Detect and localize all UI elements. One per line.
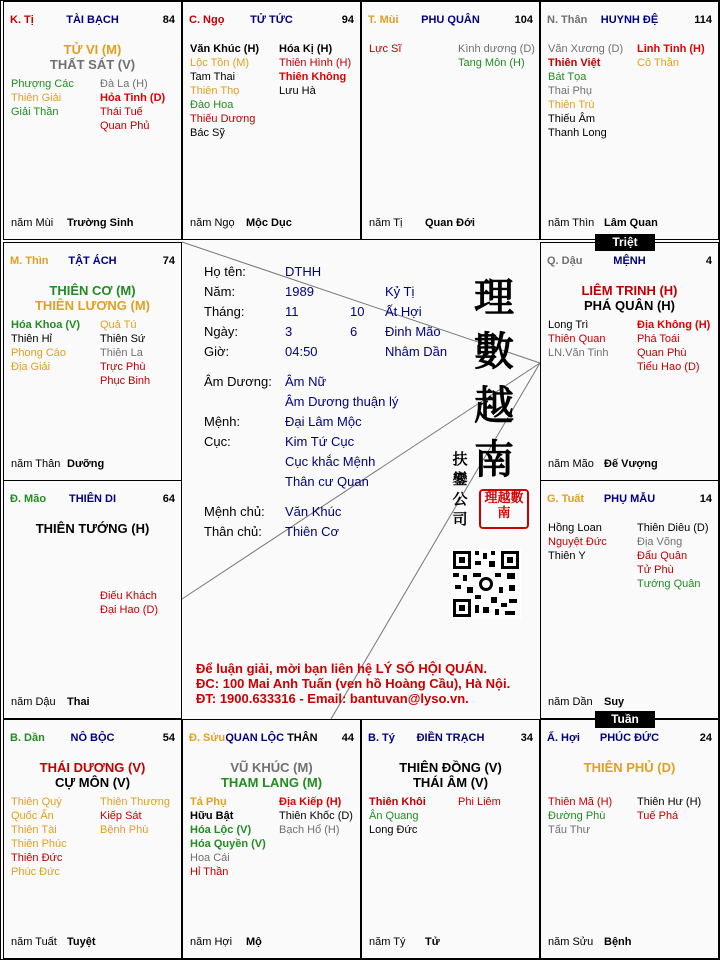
minor-star: Quan Phủ [100, 120, 150, 132]
palace-age-number: 24 [699, 732, 712, 744]
palace-position: K. Tị [10, 14, 34, 26]
palace-stage: Suy [604, 696, 625, 708]
minor-star: Thiên Hỉ [11, 333, 52, 345]
minor-star: Phượng Các [11, 78, 74, 90]
palace-stage: Mộ [246, 936, 262, 948]
major-star: LIÊM TRINH (H) [581, 283, 678, 298]
minor-stars-right [637, 795, 701, 823]
minor-star: Thiên Quý [11, 796, 62, 808]
minor-stars-right [279, 795, 353, 837]
palace-age-number: 74 [162, 255, 175, 267]
minor-star: Lộc Tồn (M) [190, 57, 250, 69]
palace-stage: Dưỡng [67, 458, 105, 470]
minor-star: Thiên Khôi [369, 796, 426, 808]
minor-star: Thiếu Dương [190, 113, 256, 125]
palace-position: B. Dần [10, 732, 45, 744]
minor-stars-left [369, 795, 426, 837]
minor-star: Bác Sỹ [190, 127, 225, 139]
minor-star: LN.Văn Tinh [548, 347, 609, 359]
minor-star: Thiên Việt [548, 57, 601, 69]
palace-year: năm Tị [369, 217, 403, 229]
minor-star: Thiên Hư (H) [637, 796, 702, 808]
palace-header [547, 255, 712, 269]
red-seal-stamp: 理越數南 [479, 489, 529, 529]
palace-name: PHỤ MẪU [603, 493, 656, 505]
minor-star: Đà La (H) [100, 78, 148, 90]
minor-stars-left [369, 42, 401, 56]
palace-header [547, 14, 712, 28]
logo-calligraphy: 理 數 越 南 [474, 274, 514, 483]
major-star: THIÊN PHỦ (D) [583, 760, 676, 775]
day-label: Ngày: [204, 324, 238, 339]
palace-stage: Quan Đới [425, 217, 475, 229]
minor-star: Địa Giải [11, 361, 51, 373]
year-value: 1989 [285, 284, 314, 299]
minor-star: Thiên Khốc (D) [279, 810, 353, 822]
major-stars [4, 283, 181, 313]
palace-position: C. Ngọ [189, 14, 225, 26]
palace-age-number: 14 [699, 493, 712, 505]
month-value: 11 [285, 304, 299, 319]
palace-cell[interactable] [3, 1, 182, 240]
palace-header [10, 732, 175, 746]
minor-star: Quả Tú [100, 319, 137, 331]
year-label: Năm: [204, 284, 236, 299]
palace-header [368, 732, 533, 746]
major-star: THIÊN CƠ (M) [49, 283, 136, 298]
palace-age-number: 44 [341, 732, 354, 744]
palace-age-number: 94 [341, 14, 354, 26]
palace-cell[interactable] [540, 1, 719, 240]
minor-stars-right [100, 589, 158, 617]
tuan-badge: Tuần [595, 711, 655, 728]
major-stars [541, 760, 718, 775]
minor-star: Phá Toái [637, 333, 680, 345]
palace-position: Q. Dậu [547, 255, 583, 267]
cuc-note-2: Thân cư Quan [285, 474, 369, 489]
minor-star: Tướng Quân [637, 578, 701, 590]
minor-stars-right [458, 42, 535, 70]
minor-star: Lưu Hà [279, 85, 316, 97]
palace-age-number: 54 [162, 732, 175, 744]
palace-year: năm Dậu [11, 696, 56, 708]
palace-footer [369, 217, 535, 230]
menh-label: Mệnh: [204, 414, 241, 429]
palace-cell[interactable] [3, 480, 182, 719]
cuc-value: Kim Tứ Cục [285, 434, 355, 449]
major-stars [541, 283, 718, 313]
palace-footer [190, 217, 356, 230]
palace-year: năm Thân [11, 458, 61, 470]
minor-star: Thiên Sứ [100, 333, 146, 345]
minor-stars-left [190, 42, 259, 140]
palace-name: HUYNH ĐỆ [600, 14, 659, 26]
palace-stage: Bệnh [604, 936, 632, 948]
logo-subtitle: 扶鑾公司 [452, 450, 468, 528]
minor-star: Tam Thai [190, 71, 236, 83]
day-can-chi: Đinh Mão [385, 324, 441, 339]
palace-name: NÔ BỘC [70, 732, 115, 744]
palace-age-number: 64 [162, 493, 175, 505]
minor-star: Hóa Lộc (V) [190, 824, 252, 836]
minor-star: Thiếu Âm [548, 113, 596, 125]
palace-name: TỬ TỨC [250, 14, 293, 26]
than-chu-label: Thân chủ: [204, 524, 262, 539]
year-can-chi: Kỷ Tị [385, 284, 415, 299]
palace-name: TẬT ÁCH [68, 255, 117, 267]
minor-star: Hóa Kị (H) [279, 43, 333, 55]
palace-year: năm Mùi [11, 217, 54, 229]
major-star: VŨ KHÚC (M) [230, 760, 313, 775]
minor-star: Tấu Thư [548, 824, 591, 836]
palace-year: năm Mão [548, 458, 594, 470]
major-stars [183, 760, 360, 790]
minor-stars-left [548, 42, 623, 140]
minor-star: Thiên Trù [548, 99, 595, 111]
minor-star: Địa Không (H) [637, 319, 711, 331]
contact-line-2: ĐC: 100 Mai Anh Tuấn (ven hồ Hoàng Cầu), Hà Nội. [196, 676, 511, 691]
palace-position: T. Mùi [368, 14, 399, 26]
major-star: THẤT SÁT (V) [49, 57, 136, 72]
minor-star: Quốc Ấn [11, 810, 54, 822]
month-can-chi: Ất Hợi [385, 304, 422, 319]
palace-footer [548, 458, 714, 471]
minor-star: Bạch Hổ (H) [279, 824, 340, 836]
minor-star: Thiên Giải [11, 92, 62, 104]
palace-stage: Lâm Quan [604, 217, 658, 229]
name-value: DTHH [285, 264, 322, 279]
minor-star: Thai Phụ [548, 85, 593, 97]
palace-age-number: 114 [694, 14, 712, 26]
minor-star: Tuế Phá [637, 810, 679, 822]
minor-star: Điếu Khách [100, 590, 157, 602]
palace-stage: Tuyệt [67, 936, 96, 948]
cuc-note-1: Cục khắc Mệnh [285, 454, 376, 469]
palace-cell[interactable] [3, 719, 182, 959]
contact-line-1: Để luận giải, mời bạn liên hệ LÝ SỐ HỘI QUÁN. [196, 661, 487, 676]
palace-position: G. Tuất [547, 493, 585, 505]
palace-header [368, 14, 533, 28]
palace-stage: Trường Sinh [67, 217, 134, 229]
minor-star: Cô Thần [637, 57, 679, 69]
minor-stars-right [637, 42, 705, 70]
minor-star: Đường Phù [548, 810, 606, 822]
hour-can-chi: Nhâm Dần [385, 344, 448, 359]
minor-star: Tang Môn (H) [458, 57, 525, 69]
minor-stars-left [548, 795, 612, 837]
palace-position: Đ. Sửu [189, 732, 226, 744]
minor-star: Thiên La [100, 347, 143, 359]
minor-star: Địa Võng [637, 536, 683, 548]
name-label: Họ tên: [204, 264, 246, 279]
palace-header [10, 14, 175, 28]
minor-star: Long Đức [369, 824, 418, 836]
major-star: THAM LANG (M) [220, 775, 323, 790]
minor-star: Thiên Mã (H) [548, 796, 613, 808]
palace-position: Đ. Mão [10, 493, 47, 505]
minor-star: Hóa Quyền (V) [190, 838, 266, 850]
palace-position: B. Tý [368, 732, 395, 744]
palace-name: TÀI BẠCH [66, 14, 119, 26]
major-stars [4, 760, 181, 790]
palace-footer [548, 936, 714, 949]
minor-star: Tử Phù [637, 564, 674, 576]
palace-cell[interactable] [182, 1, 361, 240]
palace-stage: Tử [425, 936, 440, 948]
palace-footer [11, 936, 177, 949]
palace-stage: Đế Vượng [604, 458, 658, 470]
minor-star: Long Trì [548, 319, 589, 331]
minor-star: Văn Xương (D) [548, 43, 624, 55]
am-duong-note: Âm Dương thuận lý [285, 394, 399, 409]
minor-star: Phục Binh [100, 375, 151, 387]
minor-star: Thiên Đức [11, 852, 63, 864]
major-star: PHÁ QUÂN (H) [584, 298, 675, 313]
palace-name: ĐIỀN TRẠCH [416, 732, 485, 744]
minor-stars-right [458, 795, 501, 809]
minor-star: Thái Tuế [100, 106, 143, 118]
palace-name: PHU QUÂN [421, 14, 480, 26]
minor-star: Hỏa Tinh (D) [100, 92, 166, 104]
minor-star: Thiên Diêu (D) [637, 522, 709, 534]
minor-star: Thiên Tài [11, 824, 57, 836]
minor-stars-right [637, 318, 710, 374]
minor-star: Địa Kiếp (H) [279, 796, 342, 808]
minor-stars-left [190, 795, 266, 879]
menh-chu-value: Văn Khúc [285, 504, 342, 519]
major-star: THIÊN ĐỒNG (V) [399, 760, 502, 775]
palace-footer [548, 696, 714, 709]
minor-stars-left [11, 318, 80, 374]
palace-cell[interactable] [540, 242, 719, 481]
minor-stars-left [11, 795, 67, 879]
menh-chu-label: Mệnh chủ: [204, 504, 265, 519]
palace-header [10, 493, 175, 507]
palace-year: năm Tuất [11, 936, 57, 948]
minor-star: Lực Sĩ [369, 43, 402, 55]
palace-header [189, 732, 354, 746]
cuc-label: Cục: [204, 434, 231, 449]
palace-footer [11, 696, 177, 709]
minor-star: Hữu Bật [190, 810, 234, 822]
minor-stars-left [11, 77, 74, 119]
minor-star: Linh Tinh (H) [637, 43, 705, 55]
minor-star: Thiên Quan [548, 333, 606, 345]
palace-name: PHÚC ĐỨC [599, 732, 660, 744]
palace-cell[interactable] [361, 719, 540, 959]
minor-stars-right [100, 77, 165, 133]
minor-star: Bát Tọa [548, 71, 587, 83]
palace-name: QUAN LỘC THÂN [225, 732, 318, 744]
palace-header [547, 493, 712, 507]
major-star: THÁI ÂM (V) [412, 775, 489, 790]
palace-cell[interactable] [182, 719, 361, 959]
minor-star: Đẩu Quân [637, 550, 688, 562]
palace-name: THIÊN DI [68, 493, 117, 505]
minor-star: Thiên Phúc [11, 838, 67, 850]
palace-year: năm Dần [548, 696, 593, 708]
minor-star: Thiên Thương [100, 796, 171, 808]
minor-stars-right [100, 318, 150, 388]
major-star: TỬ VI (M) [63, 42, 122, 57]
major-star: THIÊN TƯỚNG (H) [35, 521, 150, 536]
minor-stars-left [548, 318, 609, 360]
minor-star: Thanh Long [548, 127, 607, 139]
palace-header [547, 732, 712, 746]
palace-name: MỆNH [613, 255, 646, 267]
palace-header [10, 255, 175, 269]
minor-star: Thiên Y [548, 550, 586, 562]
month-lunar: 10 [350, 304, 365, 319]
palace-footer [548, 217, 714, 230]
minor-star: Ân Quang [369, 810, 419, 822]
palace-year: năm Sửu [548, 936, 594, 948]
triet-badge: Triệt [595, 234, 655, 251]
palace-year: năm Hợi [190, 936, 233, 948]
palace-footer [190, 936, 356, 949]
minor-stars-right [279, 42, 351, 98]
palace-position: M. Thìn [10, 255, 49, 267]
palace-year: năm Thìn [548, 217, 595, 229]
minor-star: Đào Hoa [190, 99, 234, 111]
minor-star: Kình dương (D) [458, 43, 535, 55]
palace-cell[interactable] [540, 719, 719, 959]
minor-star: Hoa Cái [190, 852, 230, 864]
month-label: Tháng: [204, 304, 245, 319]
hour-value: 04:50 [285, 344, 318, 359]
palace-cell[interactable] [540, 480, 719, 719]
am-duong-label: Âm Dương: [204, 374, 272, 389]
day-lunar: 6 [350, 324, 358, 339]
minor-star: Phi Liêm [458, 796, 501, 808]
minor-star: Tả Phụ [190, 796, 227, 808]
major-star: THIÊN LƯƠNG (M) [34, 298, 151, 313]
major-stars [4, 42, 181, 72]
minor-star: Kiếp Sát [100, 810, 142, 822]
minor-star: Hóa Khoa (V) [11, 319, 81, 331]
minor-star: Bệnh Phù [100, 824, 149, 836]
palace-year: năm Ngọ [190, 217, 235, 229]
palace-age-number: 34 [520, 732, 533, 744]
palace-cell[interactable] [361, 1, 540, 240]
palace-cell[interactable] [3, 242, 182, 481]
major-stars [4, 521, 181, 536]
minor-star: Thiên Thọ [190, 85, 240, 97]
minor-star: Hồng Loan [548, 522, 602, 534]
palace-than-mark: THÂN [287, 732, 318, 744]
minor-star: Văn Khúc (H) [190, 43, 260, 55]
hour-label: Giờ: [204, 344, 230, 359]
major-stars [362, 760, 539, 790]
major-star: THÁI DƯƠNG (V) [39, 760, 146, 775]
day-value: 3 [285, 324, 293, 339]
palace-position: Ấ. Hợi [547, 732, 580, 744]
palace-stage: Thai [67, 696, 90, 708]
menh-value: Đại Lâm Mộc [285, 414, 362, 429]
minor-star: Hỉ Thần [190, 866, 229, 878]
minor-stars-right [637, 521, 709, 591]
palace-header [189, 14, 354, 28]
palace-age-number: 84 [162, 14, 175, 26]
than-chu-value: Thiên Cơ [285, 524, 340, 539]
palace-footer [11, 458, 177, 471]
minor-star: Đại Hao (D) [100, 604, 159, 616]
palace-footer [369, 936, 535, 949]
palace-year: năm Tý [369, 936, 406, 948]
minor-star: Thiên Hình (H) [279, 57, 352, 69]
minor-stars-right [100, 795, 170, 837]
contact-line-3: ĐT: 1900.633316 - Email: bantuvan@lyso.vn. [196, 691, 469, 706]
minor-star: Trực Phù [100, 361, 146, 373]
minor-star: Nguyệt Đức [548, 536, 607, 548]
palace-age-number: 104 [514, 14, 533, 26]
minor-star: Giải Thần [11, 106, 59, 118]
palace-position: N. Thân [547, 14, 588, 26]
major-star: CỰ MÔN (V) [54, 775, 131, 790]
minor-star: Phúc Đức [11, 866, 60, 878]
minor-star: Thiên Không [279, 71, 347, 83]
palace-stage: Mộc Dục [246, 217, 292, 229]
qr-code-icon[interactable] [451, 549, 521, 619]
minor-star: Phong Cáo [11, 347, 67, 359]
minor-stars-left [548, 521, 607, 563]
minor-star: Quan Phù [637, 347, 687, 359]
palace-footer [11, 217, 177, 230]
am-duong-value: Âm Nữ [285, 374, 327, 389]
palace-age-number: 4 [705, 255, 712, 267]
minor-star: Tiểu Hao (D) [637, 361, 700, 373]
